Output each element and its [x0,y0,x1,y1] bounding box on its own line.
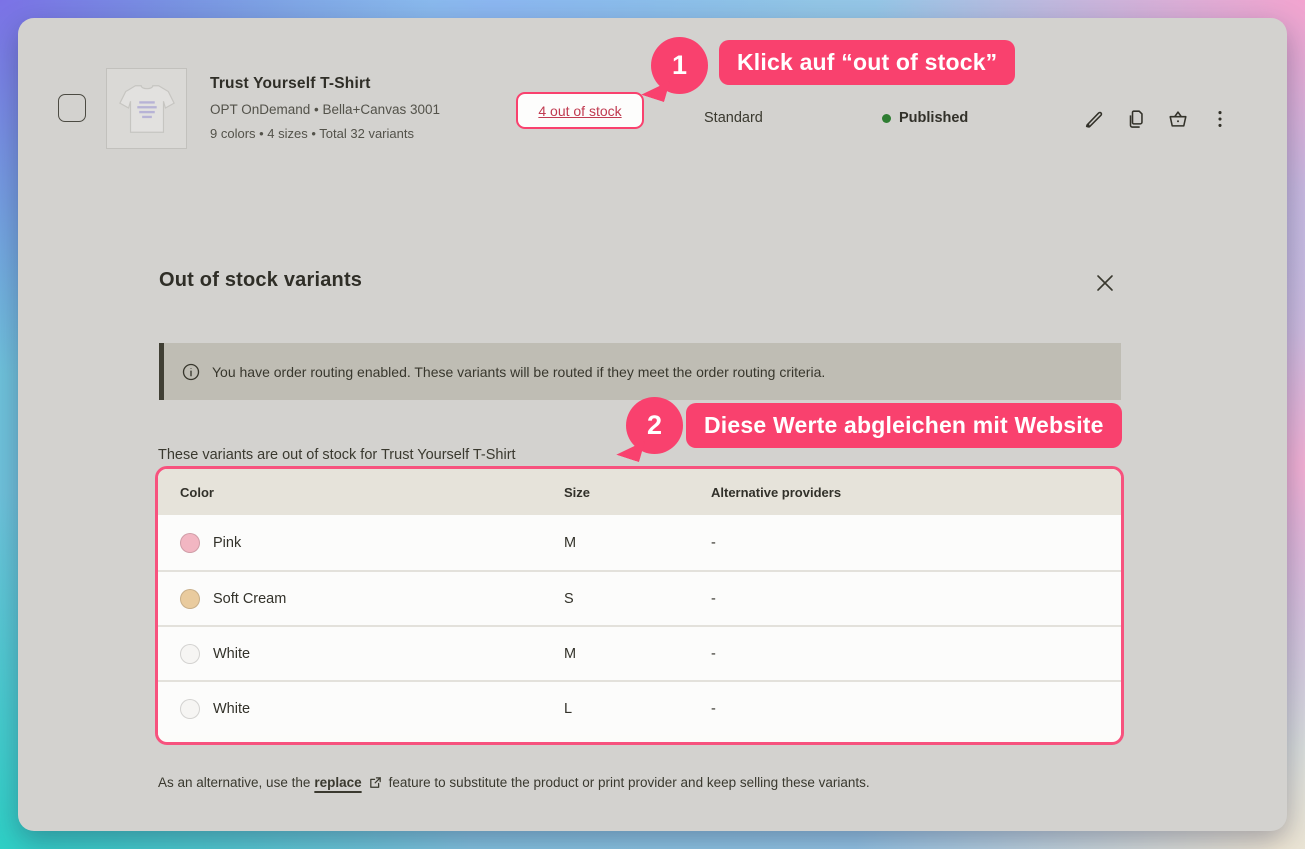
color-swatch-icon [180,533,200,553]
external-link-icon [368,775,383,790]
annotation-step-1-bubble [651,37,708,94]
variant-size: L [564,700,573,717]
order-routing-banner [159,343,1121,400]
table-header-row [158,469,1121,515]
product-actions [1082,107,1232,131]
product-info [210,75,440,141]
annotation-step-1-number: 1 [671,50,688,80]
variant-alt-providers: - [711,645,716,662]
variant-row [158,680,1121,735]
product-checkbox[interactable] [58,94,86,122]
out-of-stock-highlight-box [516,92,644,129]
shipping-type-label: Standard [704,110,763,126]
column-header-alt-providers: Alternative providers [711,484,842,500]
variant-size: S [564,590,574,607]
variant-color-name: Pink [213,534,242,551]
variant-color-cell [180,589,564,609]
variant-color-name: Soft Cream [213,590,287,607]
color-swatch-icon [180,589,200,609]
product-meta: 9 colors • 4 sizes • Total 32 variants [210,126,414,141]
variant-size: M [564,534,577,551]
product-thumbnail[interactable] [106,68,187,149]
annotation-step-2-bubble [626,397,683,454]
modal-title: Out of stock variants [159,269,363,291]
column-header-size: Size [564,484,591,500]
modal-description: These variants are out of stock for Trust Yourself T-Shirt [158,447,516,463]
variant-color-cell [180,699,564,719]
product-subtitle: OPT OnDemand • Bella+Canvas 3001 [210,102,440,117]
variant-color-cell [180,533,564,553]
color-swatch-icon [180,699,200,719]
footer-note [158,775,870,790]
variant-alt-providers: - [711,590,716,607]
basket-icon[interactable] [1166,107,1190,131]
variant-color-name: White [213,645,251,662]
footer-text-after: feature to substitute the product or print provider and keep selling these variants. [388,775,870,790]
variant-color-cell [180,644,564,664]
more-options-icon[interactable] [1208,107,1232,131]
out-of-stock-variants-table [155,466,1124,745]
product-title: Trust Yourself T-Shirt [210,75,371,92]
close-icon[interactable] [1093,271,1117,295]
status-dot-icon [882,114,891,123]
tshirt-image [116,78,178,140]
color-swatch-icon [180,644,200,664]
variant-alt-providers: - [711,700,716,717]
status-badge [882,110,968,126]
annotation-step-2-number: 2 [646,410,663,440]
order-routing-banner-text: You have order routing enabled. These variants will be routed if they meet the order routing criteria. [212,363,826,380]
variant-color-name: White [213,700,251,717]
info-icon [181,362,201,382]
column-header-color: Color [180,484,214,500]
annotation-step-2-label: Diese Werte abgleichen mit Website [686,403,1122,448]
replace-link[interactable]: replace [314,775,362,790]
table-body [158,515,1121,735]
variant-row [158,570,1121,625]
footer-text-before: As an alternative, use the [158,775,311,790]
variant-size: M [564,645,577,662]
variant-row [158,625,1121,680]
variant-row [158,515,1121,570]
variant-alt-providers: - [711,534,716,551]
edit-icon[interactable] [1082,107,1106,131]
annotation-step-1-label: Klick auf “out of stock” [719,40,1015,85]
out-of-stock-link[interactable]: 4 out of stock [538,102,622,119]
main-card [18,18,1287,831]
duplicate-icon[interactable] [1124,107,1148,131]
status-label: Published [899,110,969,126]
